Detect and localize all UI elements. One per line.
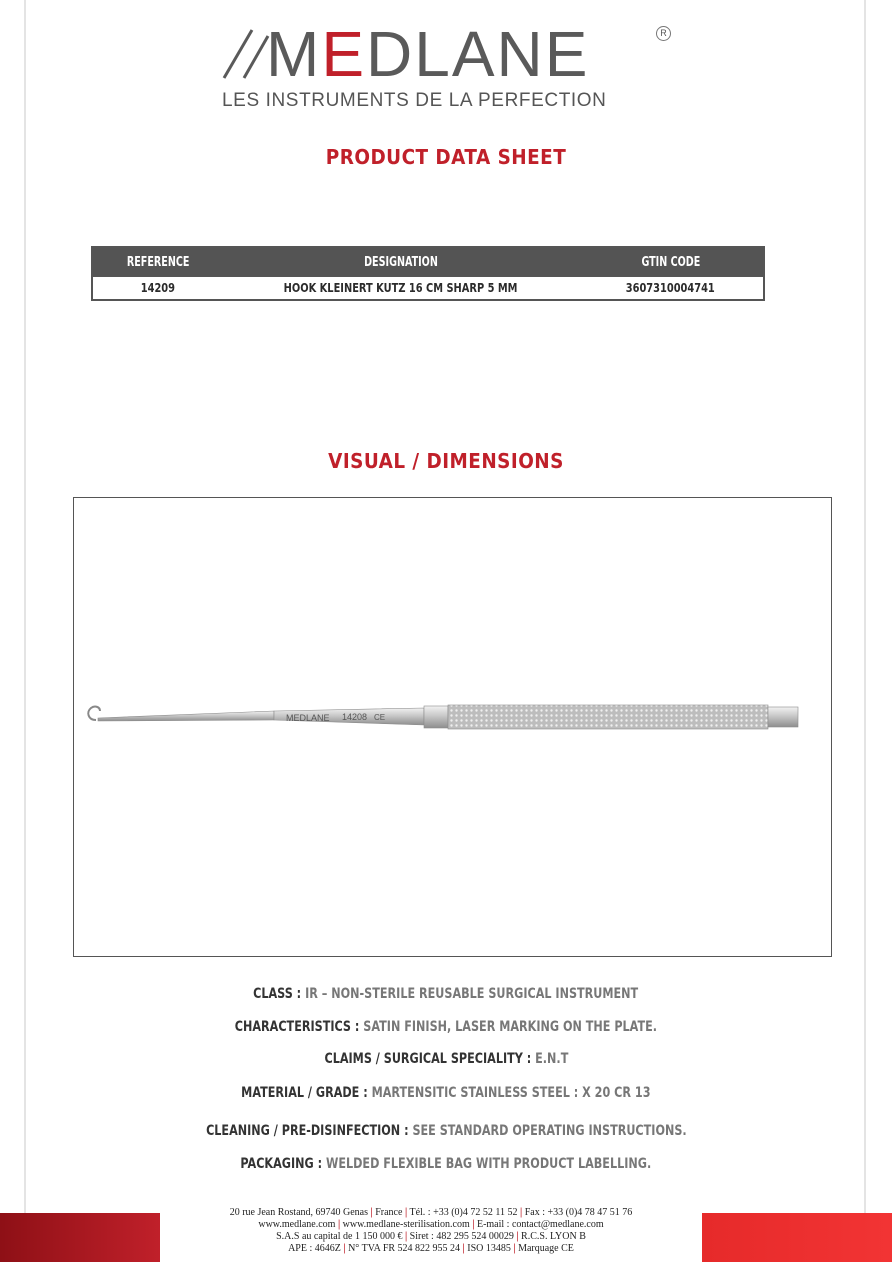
table-header-row	[92, 247, 764, 277]
footer-ape: APE : 4646Z	[288, 1243, 341, 1254]
footer-line-4: APE : 4646Z | N° TVA FR 524 822 955 24 | ISO 13485 | Marquage CE	[288, 1243, 574, 1254]
engraving-reference: 14208	[342, 712, 368, 722]
product-data-sheet-title: PRODUCT DATA SHEET	[325, 145, 567, 169]
header-gtin-label: GTIN CODE	[641, 254, 700, 270]
footer-country: France	[375, 1207, 403, 1218]
spec-cleaning	[0, 1123, 892, 1139]
product-reference-table	[91, 246, 765, 301]
footer-ce-marking: Marquage CE	[518, 1243, 574, 1254]
brand-tagline: LES INSTRUMENTS DE LA PERFECTION	[222, 90, 607, 111]
spec-class-value: IR – NON-STERILE REUSABLE SURGICAL INSTRUMENT	[301, 986, 639, 1002]
footer-capital: S.A.S au capital de 1 150 000 €	[276, 1231, 403, 1242]
footer-website: www.medlane.com	[258, 1219, 336, 1230]
footer-red-bar-left	[0, 1213, 160, 1262]
footer-line-3: S.A.S au capital de 1 150 000 € | Siret : 482 295 524 00029 | R.C.S. LYON B	[276, 1231, 586, 1242]
footer-website-sterilisation: www.medlane-sterilisation.com	[342, 1219, 470, 1230]
spec-claims-value: E.N.T	[530, 1051, 568, 1067]
footer-iso: ISO 13485	[467, 1243, 511, 1254]
product-visual-frame	[73, 497, 832, 957]
reference-value: 14209	[140, 281, 176, 295]
spec-material	[0, 1085, 892, 1101]
footer-address: 20 rue Jean Rostand, 69740 Genas	[229, 1207, 369, 1218]
company-footer	[160, 1207, 702, 1255]
spec-packaging	[0, 1156, 892, 1172]
brand-wordmark	[266, 18, 590, 90]
spec-packaging-label: PACKAGING :	[240, 1156, 323, 1172]
spec-claims-label: CLAIMS / SURGICAL SPECIALITY :	[324, 1051, 531, 1067]
medlane-logo	[222, 18, 672, 114]
header-designation	[223, 247, 578, 277]
gtin-value: 3607310004741	[625, 281, 715, 295]
cell-gtin	[578, 277, 764, 301]
footer-phone: Tél. : +33 (0)4 72 52 11 52	[409, 1207, 518, 1218]
registered-mark: R	[656, 26, 671, 41]
spec-packaging-value: WELDED FLEXIBLE BAG WITH PRODUCT LABELLING.	[322, 1156, 652, 1172]
footer-line-1: 20 rue Jean Rostand, 69740 Genas | France | Tél. : +33 (0)4 72 52 11 52 | Fax : +33 (0)4 78 47 51 76	[229, 1207, 633, 1218]
footer-red-bar-right	[702, 1213, 892, 1262]
engraving-ce-mark: CE	[374, 713, 386, 722]
header-reference-label: REFERENCE	[126, 254, 190, 270]
designation-value: HOOK KLEINERT KUTZ 16 CM SHARP 5 MM	[283, 281, 518, 295]
visual-dimensions-title: VISUAL / DIMENSIONS	[328, 449, 564, 473]
spec-class-label: CLASS :	[253, 986, 302, 1002]
hook-instrument-image	[74, 678, 830, 758]
spec-characteristics-label: CHARACTERISTICS :	[234, 1019, 360, 1035]
table-row	[92, 277, 764, 301]
spec-characteristics-value: SATIN FINISH, LASER MARKING ON THE PLATE.	[359, 1019, 658, 1035]
spec-class	[0, 986, 892, 1002]
cell-reference	[92, 277, 223, 301]
engraving-brand: MEDLANE	[286, 713, 330, 723]
footer-line-2: www.medlane.com | www.medlane-sterilisation.com | E-mail : contact@medlane.com	[258, 1219, 604, 1230]
header-gtin	[578, 247, 764, 277]
footer-rcs: R.C.S. LYON B	[521, 1231, 586, 1242]
brand-letter-m: M	[266, 18, 322, 90]
footer-email: E-mail : contact@medlane.com	[476, 1219, 604, 1230]
spec-cleaning-value: SEE STANDARD OPERATING INSTRUCTIONS.	[408, 1123, 687, 1139]
cell-designation	[223, 277, 578, 301]
footer-tva: N° TVA FR 524 822 955 24	[348, 1243, 461, 1254]
header-designation-label: DESIGNATION	[363, 254, 438, 270]
spec-cleaning-label: CLEANING / PRE-DISINFECTION :	[205, 1123, 409, 1139]
spec-material-value: MARTENSITIC STAINLESS STEEL : X 20 CR 13	[367, 1085, 651, 1101]
spec-claims	[0, 1051, 892, 1067]
brand-letters-dlane: DLANE	[366, 18, 590, 90]
spec-material-label: MATERIAL / GRADE :	[241, 1085, 368, 1101]
footer-siret: Siret : 482 295 524 00029	[409, 1231, 514, 1242]
header-reference	[92, 247, 223, 277]
spec-characteristics	[0, 1019, 892, 1035]
brand-letter-e: E	[321, 18, 366, 90]
footer-fax: Fax : +33 (0)4 78 47 51 76	[524, 1207, 633, 1218]
